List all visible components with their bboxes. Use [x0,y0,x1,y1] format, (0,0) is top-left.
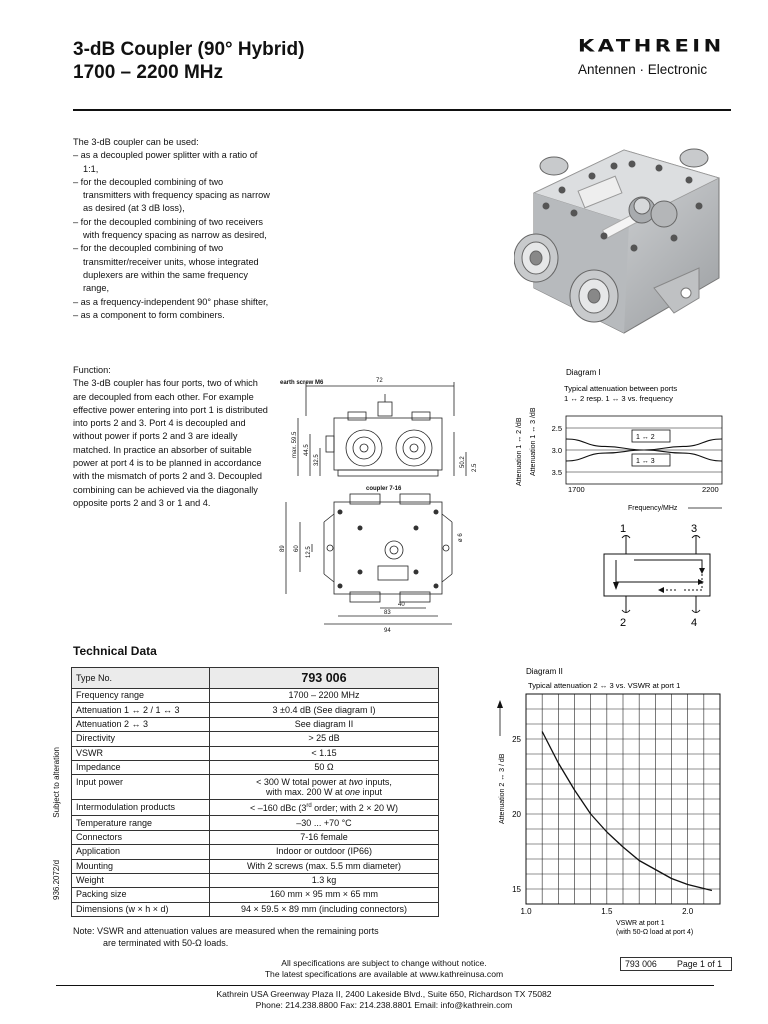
spec-value-part: input [360,787,383,798]
spec-label: Connectors [72,830,210,844]
y-tick-label: 20 [512,810,521,819]
dim-label: 94 [384,628,391,634]
dim-label: 89 [280,545,286,552]
header-rule [73,109,731,111]
diagram-1-subtitle: Typical attenuation between ports [564,384,678,393]
spec-value-part: rd [306,803,312,810]
table-row [72,689,439,703]
spec-value: 1700 – 2200 MHz [210,689,439,703]
table-row [72,830,439,844]
spec-label: Intermodulation products [72,800,210,816]
page-title [73,38,304,84]
spec-value: 160 mm × 95 mm × 65 mm [210,888,439,902]
table-row [72,746,439,760]
y-tick-label: 3.0 [551,446,562,455]
dim-label: 40 [398,602,405,608]
spec-label: Packing size [72,888,210,902]
footer-rule [56,985,714,986]
alteration-note: Subject to alteration [52,747,61,818]
intro-item: – for the decoupled combining of two transmitter/receiver units, whose integrated duplexers are within the same frequency range, [73,243,259,294]
spec-label: Attenuation 1 ↔ 2 / 1 ↔ 3 [72,703,210,717]
spec-label: Impedance [72,760,210,774]
spec-value-part: one [344,787,361,798]
type-label: Type No. [72,668,210,689]
spec-value-part: order; with 2 × 20 W) [311,803,398,814]
spec-value: Indoor or outdoor (IP66) [210,845,439,859]
table-row [72,800,439,816]
intro-lead: The 3-dB coupler can be used: [73,137,199,147]
diagram-2-title: Diagram II [526,667,563,676]
footer-address [0,989,768,1011]
company-contact: Phone: 214.238.8800 Fax: 214.238.8801 Email: info@kathrein.com [255,1000,513,1010]
table-row [72,859,439,873]
spec-value: 50 Ω [210,760,439,774]
dim-label: max. 59.5 [292,431,298,458]
port-label-4: 4 [691,617,698,629]
y-tick-label: 3.5 [551,468,562,477]
spec-label: Application [72,845,210,859]
table-row [72,668,439,689]
x-tick-label: 2200 [702,485,719,494]
page-code: 793 006 [625,959,657,969]
spec-label: Input power [72,775,210,800]
spec-value: 7-16 female [210,830,439,844]
product-photo [514,138,734,343]
spec-value-part: two [348,776,363,787]
intro-item: – as a frequency-independent 90° phase shifter, [73,296,269,307]
table-row [72,775,439,800]
spec-value: With 2 screws (max. 5.5 mm diameter) [210,859,439,873]
table-row [72,816,439,830]
curve-label-1-3: 1 ↔ 3 [636,458,655,465]
diagram-1-ylabel: Attenuation 1 ↔ 2 /dB [516,417,523,486]
table-row [72,888,439,902]
diagram-1 [510,366,735,516]
table-row [72,845,439,859]
x-tick-label: 1700 [568,485,585,494]
spec-label: Temperature range [72,816,210,830]
dim-label: ø 6 [458,533,464,542]
type-number: 793 006 [210,668,439,689]
coupler-label: coupler 7-16 [366,486,402,492]
diagram-2-plot [512,694,720,916]
intro-text [73,136,273,322]
spec-value: 1.3 kg [210,873,439,887]
x-tick-label: 1.5 [601,907,613,916]
spec-value-part: inputs, [362,776,392,787]
dim-label: 12.5 [306,546,312,558]
spec-value: < 1.15 [210,746,439,760]
earth-screw-label: earth screw M6 [280,380,324,386]
side-note [52,747,61,900]
spec-label: Directivity [72,732,210,746]
function-body: The 3-dB coupler has four ports, two of which are decoupled from each other. For example effective power entering into port 1 is distributed into ports 2 and 3. Port 4 is decoupled and without power if ports 2 and 3 are ideally matched. In practice an absorber of suitable power at port 4 is to be planned in accordance with the mismatch of ports 2 and 3. Decoupled combining can be achieved via the diagonally opposite ports 2 and 3 or 1 and 4. [73,378,268,508]
diagram-2-subtitle: Typical attenuation 2 ↔ 3 vs. VSWR at port 1 [528,681,681,690]
title-line-2: 1700 – 2200 MHz [73,62,223,83]
brand-tagline: Antennen · Electronic [578,62,708,77]
diagram-1-ylabel: Attenuation 1 ↔ 3 /dB [530,407,537,476]
spec-value: See diagram II [210,717,439,731]
brand-logo: KATHREIN [578,36,725,56]
footer-notice-line: The latest specifications are available at www.kathreinusa.com [264,969,504,979]
note-line: Note: VSWR and attenuation values are measured when the remaining ports [73,926,379,936]
intro-item: – for the decoupled combining of two receivers with frequency spacing as narrow as desired, [73,216,267,241]
port-label-1: 1 [620,523,627,535]
spec-value-part: < –160 dBc (3 [250,803,307,814]
diagram-1-subtitle: 1 ↔ 2 resp. 1 ↔ 3 vs. frequency [564,394,673,403]
spec-value: > 25 dB [210,732,439,746]
dim-label: 72 [376,378,383,384]
spec-label: VSWR [72,746,210,760]
spec-value: –30 ... +70 °C [210,816,439,830]
technical-data-table [71,667,439,917]
diagram-2 [486,664,731,942]
intro-item: – as a component to form combiners. [73,309,225,320]
intro-item: – as a decoupled power splitter with a ratio of 1:1, [73,150,258,174]
dim-label: 60 [294,545,300,552]
spec-label: Attenuation 2 ↔ 3 [72,717,210,731]
table-row [72,902,439,916]
table-row [72,760,439,774]
dim-label: 32.5 [314,454,320,466]
port-label-2: 2 [620,617,627,629]
spec-label: Frequency range [72,689,210,703]
spec-label: Weight [72,873,210,887]
table-row [72,732,439,746]
curve-label-1-2: 1 ↔ 2 [636,434,655,441]
page-indicator [620,957,732,971]
note-line: are terminated with 50-Ω loads. [103,937,229,948]
dim-label: 83 [384,610,391,616]
dim-label: 2.5 [472,463,478,472]
measurement-note [73,926,443,949]
spec-label: Dimensions (w × h × d) [72,902,210,916]
technical-data-heading: Technical Data [73,644,157,658]
spec-label: Mounting [72,859,210,873]
diagram-2-xlabel: VSWR at port 1 [616,920,665,927]
series-line [542,732,712,891]
diagram-1-title: Diagram I [566,368,601,377]
title-line-1: 3-dB Coupler (90° Hybrid) [73,39,305,60]
document-code: 936.2072/d [52,859,61,900]
spec-value [210,775,439,800]
port-label-3: 3 [691,523,698,535]
y-tick-label: 15 [512,885,521,894]
company-address: Kathrein USA Greenway Plaza II, 2400 Lakeside Blvd., Suite 650, Richardson TX 75082 [216,989,552,999]
diagram-2-xlabel: (with 50-Ω load at port 4) [616,929,694,936]
spec-value-part: < 300 W total power at [256,776,349,787]
footer-notice-line: All specifications are subject to change without notice. [281,958,487,968]
spec-value-part: with max. 200 W at [265,787,345,798]
table-row [72,873,439,887]
x-tick-label: 2.0 [682,907,694,916]
technical-drawing [276,372,486,634]
function-heading: Function: [73,365,111,375]
dim-label: 44.5 [304,444,310,456]
spec-value: 94 × 59.5 × 89 mm (including connectors) [210,902,439,916]
page-number: Page 1 of 1 [677,959,722,969]
table-row [72,717,439,731]
x-tick-label: 1.0 [520,907,532,916]
y-tick-label: 25 [512,735,521,744]
diagram-1-xlabel: Frequency/MHz [628,505,678,512]
diagram-2-ylabel: Attenuation 2 ↔ 3 / dB [499,753,506,824]
port-schematic [598,520,728,630]
function-text [73,364,273,510]
y-tick-label: 2.5 [551,424,562,433]
spec-value: 3 ±0.4 dB (See diagram I) [210,703,439,717]
table-row [72,703,439,717]
dim-label: 50.2 [460,456,466,468]
intro-item: – for the decoupled combining of two transmitters with frequency spacing as narrow as desired (at 3 dB loss), [73,176,270,214]
spec-value [210,800,439,816]
